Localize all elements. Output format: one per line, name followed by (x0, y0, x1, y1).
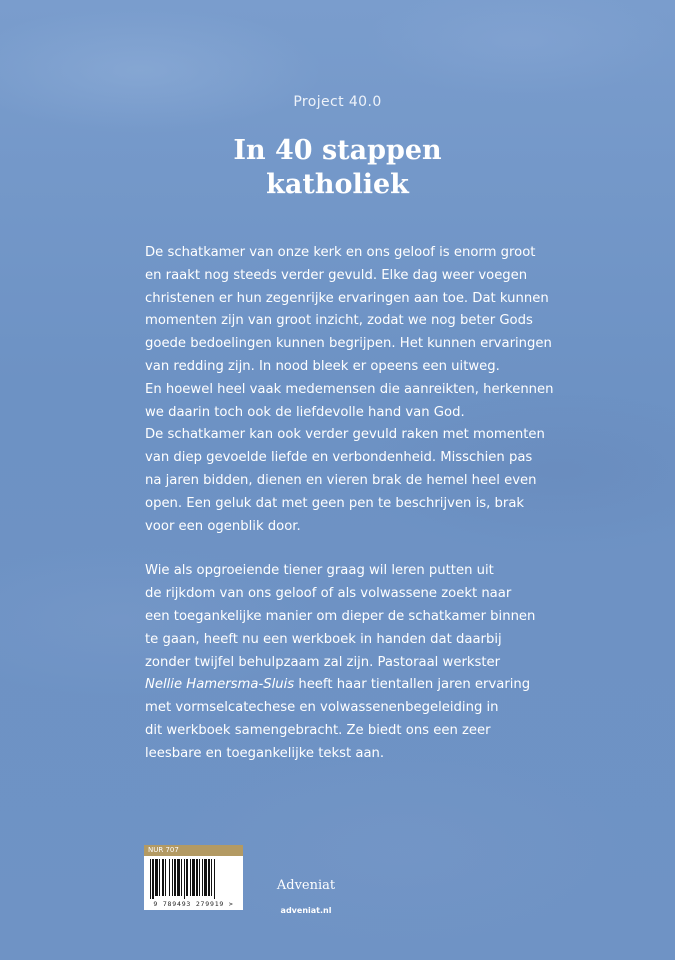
blurb-paragraph-2 (145, 560, 575, 765)
text-line: zonder twijfel behulpzaam zal zijn. Pastoraal werkster (145, 654, 501, 670)
text-line: met vormselcatechese en volwassenenbegeleiding in (145, 700, 499, 716)
barcode-bar (172, 859, 173, 896)
text-line: van redding zijn. In nood bleek er opeens een uitweg. (145, 358, 500, 374)
barcode-bar (214, 859, 215, 899)
barcode-bar (208, 859, 210, 896)
nur-code-label: NUR 707 (144, 845, 243, 856)
text-line: de rijkdom van ons geloof of als volwassene zoekt naar (145, 586, 512, 602)
barcode-bar (162, 859, 164, 896)
text-line: De schatkamer van onze kerk en ons geloof is enorm groot (145, 245, 536, 260)
barcode-bar (150, 859, 151, 899)
barcode-bar (159, 859, 160, 896)
publisher-website: adveniat.nl (280, 906, 332, 915)
barcode-bar (192, 859, 195, 896)
isbn-number: 9 789493 279919 > (153, 900, 234, 908)
barcode-bar (155, 859, 158, 896)
barcode-bar (186, 859, 188, 896)
author-name: Nellie Hamersma-Sluis (145, 677, 295, 693)
title-line-2: katholiek (266, 169, 409, 200)
barcode-bar (211, 859, 212, 896)
book-title (0, 134, 675, 202)
barcode-bar (190, 859, 191, 896)
text-line: voor een ogenblik door. (145, 518, 301, 534)
text-line: Wie als opgroeiende tiener graag wil leren putten uit (145, 563, 494, 579)
series-label: Project 40.0 (293, 94, 382, 110)
barcode-bar (202, 859, 203, 896)
text-line: momenten zijn van groot inzicht, zodat we nog beter Gods (145, 313, 533, 329)
text-line: goede bedoelingen kunnen begrijpen. Het kunnen ervaringen (145, 336, 552, 352)
text-line: van diep gevoelde liefde en verbondenheid. Misschien pas (145, 450, 533, 466)
text-line: leesbare en toegankelijke tekst aan. (145, 745, 385, 761)
isbn-barcode (144, 856, 243, 910)
text-line: christenen er hun zegenrijke ervaringen aan toe. Dat kunnen (145, 290, 549, 306)
barcode-bar (199, 859, 200, 896)
barcode-bar (196, 859, 198, 896)
author-line-rest: heeft haar tientallen jaren ervaring (294, 677, 531, 693)
text-line: te gaan, heeft nu een werkboek in handen dat daarbij (145, 631, 502, 647)
text-line: na jaren bidden, dienen en vieren brak de hemel heel even (145, 472, 537, 488)
barcode-bar (184, 859, 185, 899)
barcode-bar (165, 859, 166, 896)
text-line: En hoewel heel vaak medemensen die aanreikten, herkennen (145, 381, 554, 397)
barcode-bar (152, 859, 154, 899)
text-line: dit werkboek samengebracht. Ze biedt ons een zeer (145, 722, 491, 738)
barcode-bar (181, 859, 182, 896)
barcode-bar (177, 859, 180, 896)
barcode-bar (204, 859, 207, 896)
blurb-paragraph-1 (145, 242, 575, 538)
text-line: De schatkamer kan ook verder gevuld raken met momenten (145, 427, 545, 443)
text-line: we daarin toch ook de liefdevolle hand van God. (145, 404, 465, 420)
barcode-bar (169, 859, 170, 896)
text-line: een toegankelijke manier om dieper de schatkamer binnen (145, 608, 536, 624)
barcode-bars (144, 856, 243, 900)
title-line-1: In 40 stappen (233, 135, 442, 166)
text-line (145, 674, 575, 697)
text-line: open. Een geluk dat met geen pen te beschrijven is, brak (145, 495, 525, 511)
publisher-logo: Adveniat (276, 878, 336, 893)
text-line: en raakt nog steeds verder gevuld. Elke dag weer voegen (145, 267, 528, 283)
barcode-bar (174, 859, 176, 896)
blurb (145, 242, 575, 766)
